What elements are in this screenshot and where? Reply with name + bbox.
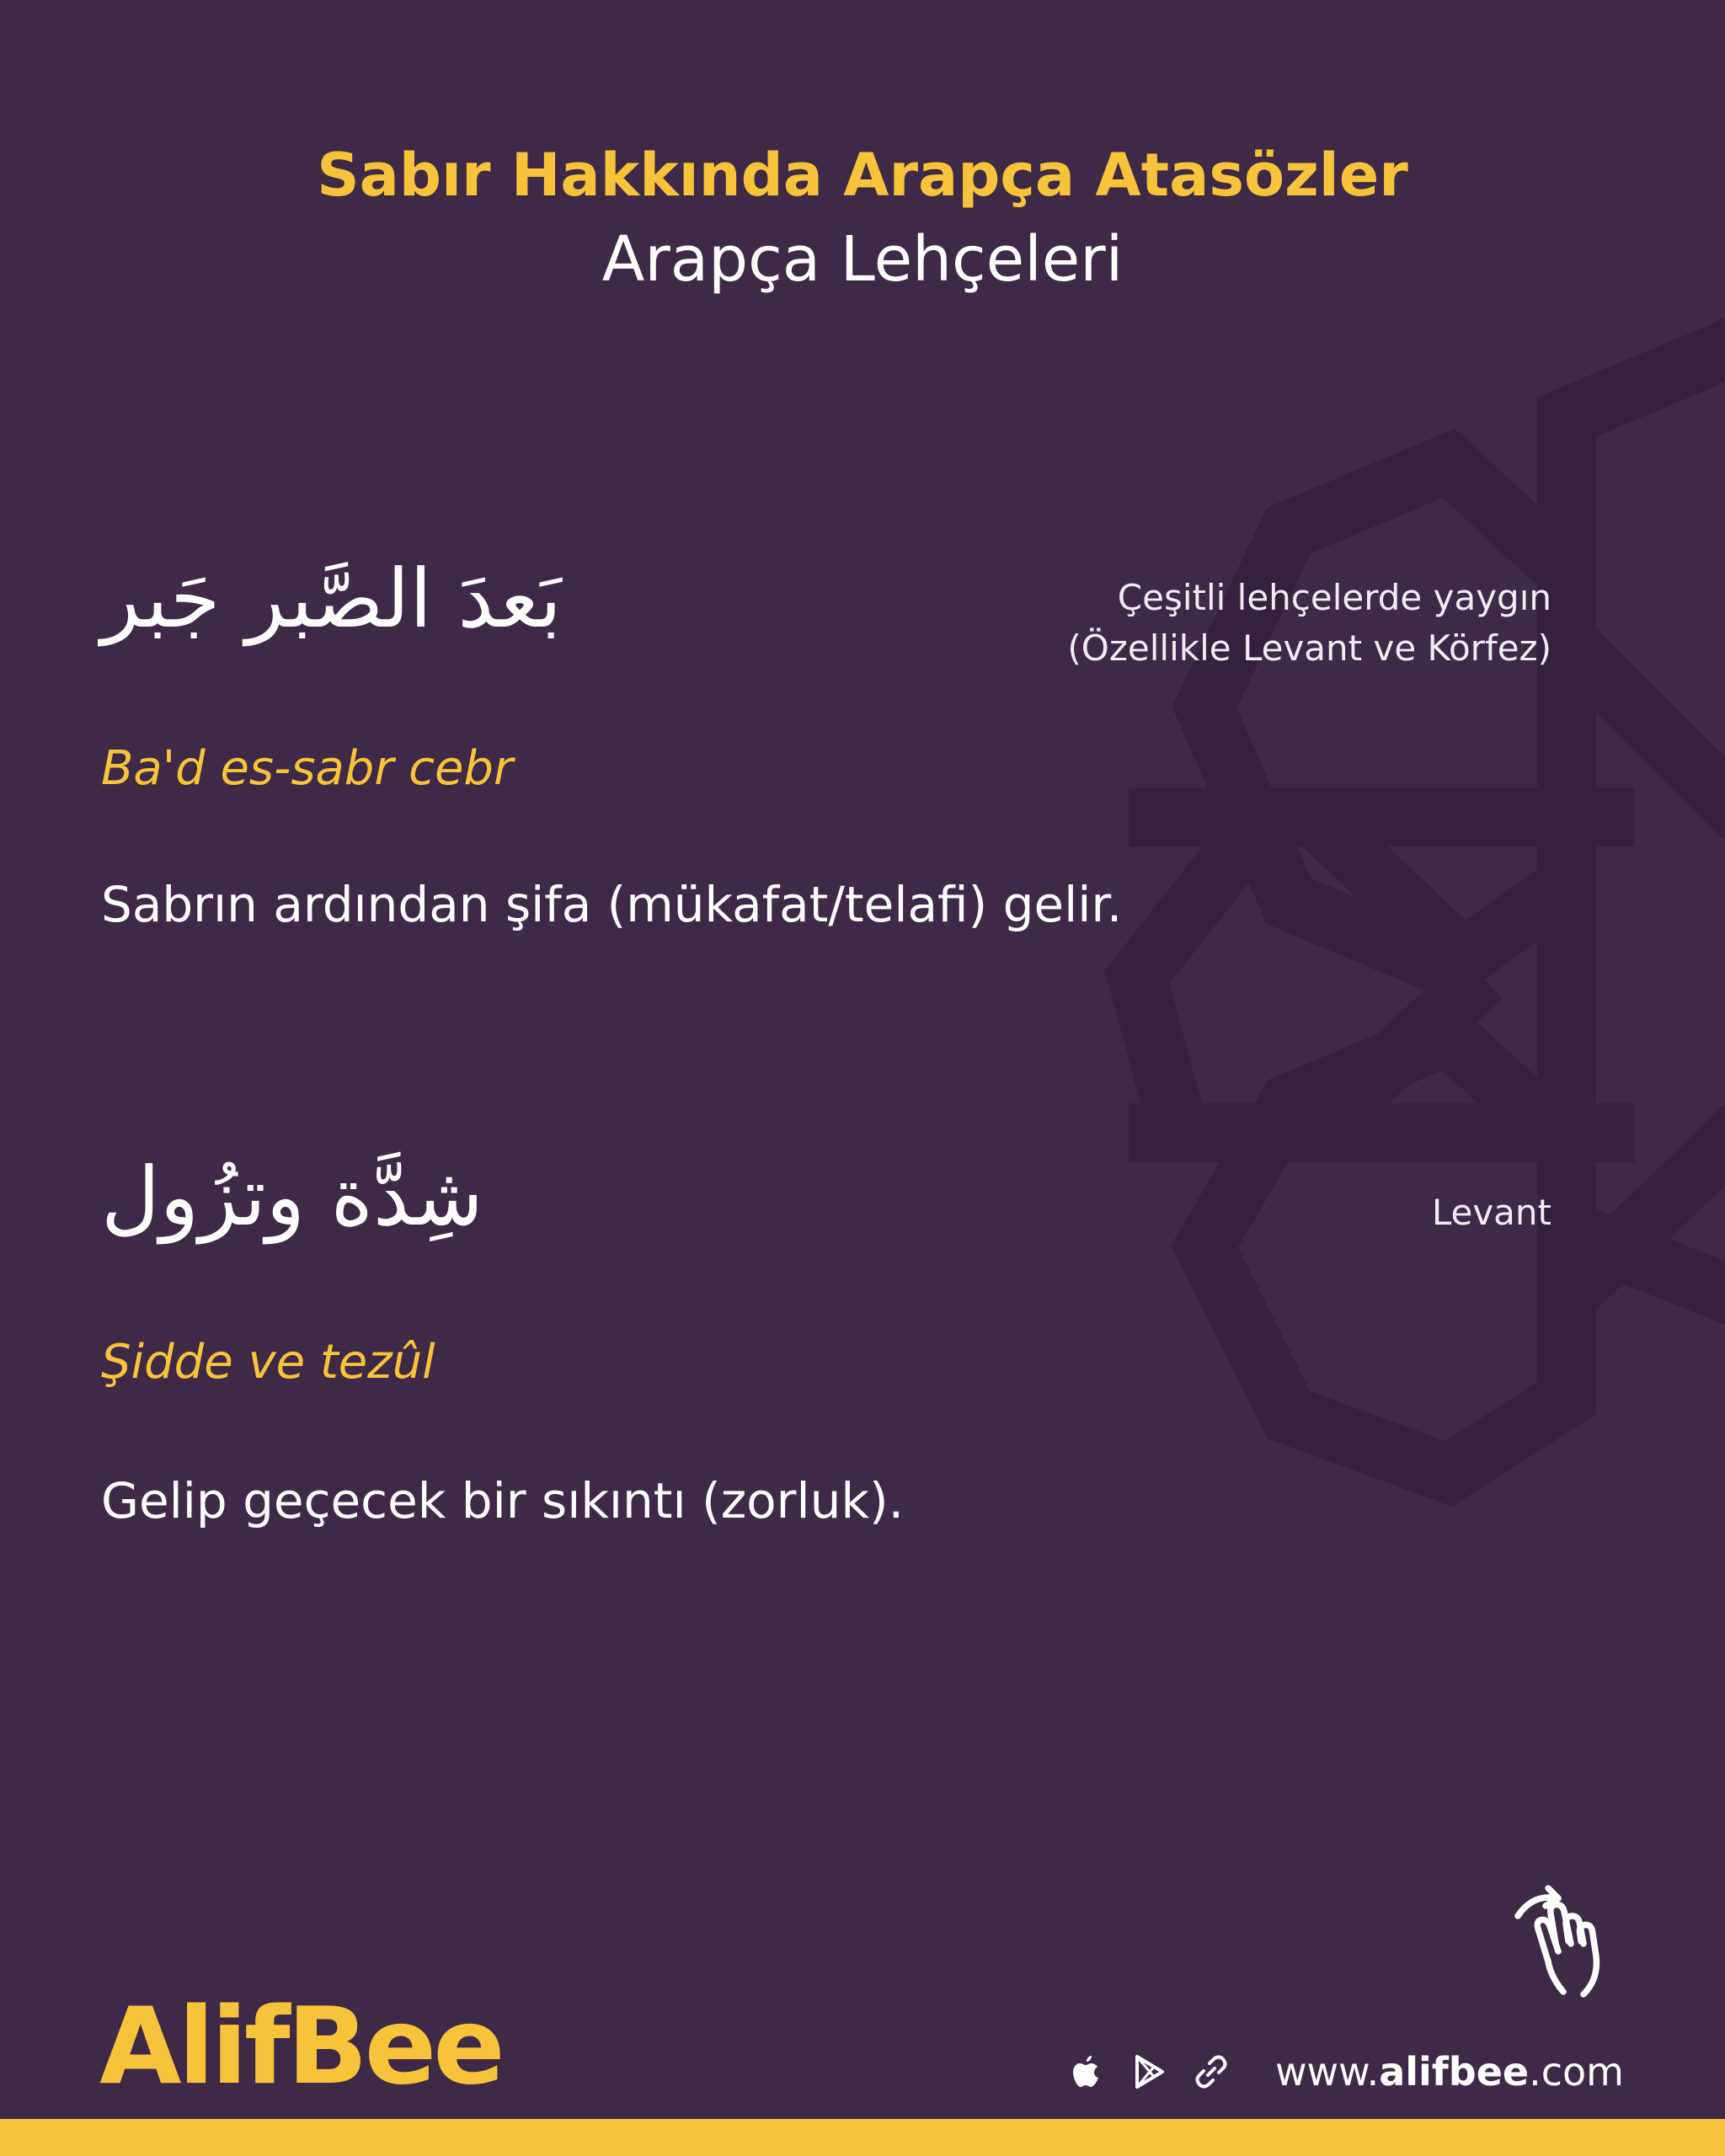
header	[0, 135, 1725, 303]
proverb-1-region-line1: Çeşitli lehçelerde yaygın	[1117, 577, 1551, 618]
proverb-2-arabic: شِدَّة وتزُول	[101, 1150, 483, 1244]
link-icon[interactable]	[1191, 2052, 1231, 2092]
alifbee-logo: AlifBee	[99, 1984, 502, 2108]
proverb-1-arabic: بَعدَ الصَّبر جَبر	[101, 552, 562, 646]
proverb-2-meaning: Gelip geçecek bir sıkıntı (zorluk).	[101, 1472, 905, 1529]
website-link[interactable]	[1275, 2049, 1624, 2095]
proverb-1-region	[878, 573, 1551, 674]
play-store-icon[interactable]	[1129, 2052, 1169, 2092]
proverb-2-transliteration: Şidde ve tezûl	[101, 1335, 435, 1390]
page-subtitle: Arapça Lehçeleri	[601, 223, 1124, 296]
footer-links	[1066, 2038, 1624, 2105]
site-suffix: .com	[1529, 2049, 1624, 2095]
proverb-1-transliteration: Ba'd es-sabr cebr	[101, 741, 513, 796]
proverb-2-region	[878, 1187, 1551, 1238]
site-bold: alifbee	[1379, 2049, 1530, 2095]
proverb-2-region-line1: Levant	[1431, 1192, 1551, 1233]
proverb-1-region-line2: (Özellikle Levant ve Körfez)	[1067, 627, 1551, 669]
site-prefix: www.	[1274, 2049, 1380, 2095]
page-title: Sabır Hakkında Arapça Atasözler	[317, 141, 1408, 210]
swipe-hand-icon	[1508, 1878, 1634, 2004]
apple-icon[interactable]	[1066, 2052, 1107, 2092]
bottom-accent-bar	[0, 2119, 1725, 2156]
proverb-1-meaning: Sabrın ardından şifa (mükafat/telafi) gelir.	[101, 876, 1123, 933]
